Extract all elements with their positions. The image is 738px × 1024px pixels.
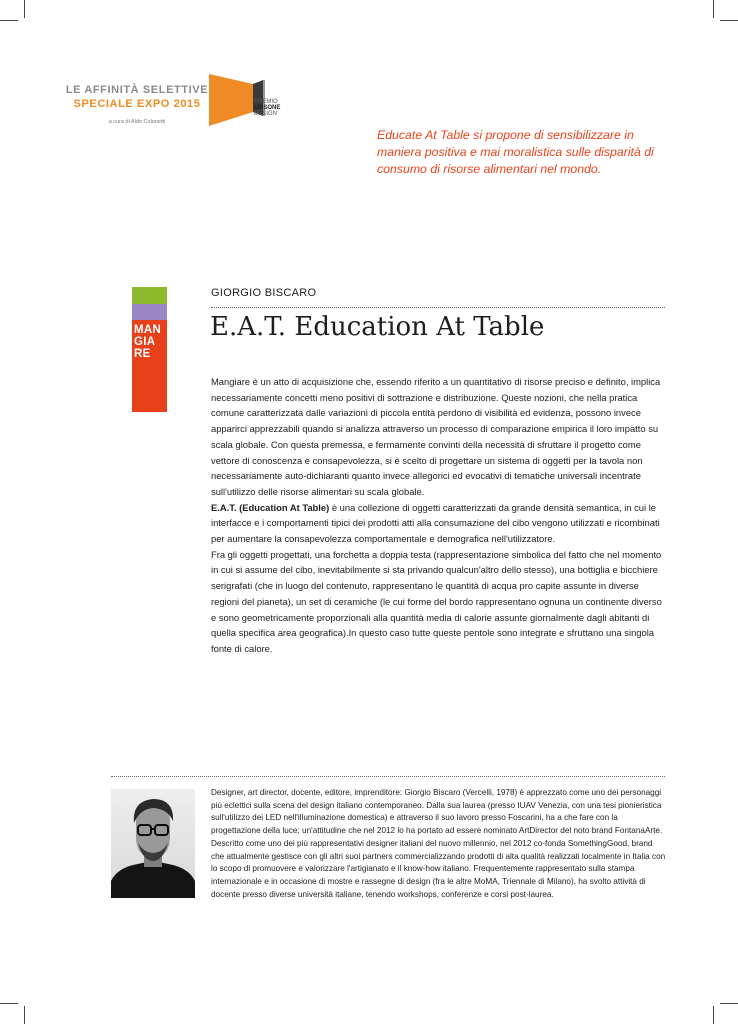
series-header bbox=[62, 84, 212, 125]
crop-mark bbox=[0, 20, 18, 21]
crop-mark bbox=[713, 1006, 714, 1024]
body-paragraph: E.A.T. (Education At Table) è una collezione di oggetti caratterizzati da grande densità semantica, in cui le interfacce e i comportamenti tipici dei prodotti atti alla consumazione del cibo vengono utilizzati e ricombinati per aumentare la consapevolezza comportamentale e demografica nell'utilizzatore. bbox=[211, 501, 660, 545]
author-portrait bbox=[111, 789, 195, 898]
project-description bbox=[211, 374, 667, 657]
project-name-bold: E.A.T. (Education At Table) bbox=[211, 501, 330, 513]
category-color-purple bbox=[132, 304, 167, 320]
author-name: GIORGIO BISCARO bbox=[211, 287, 317, 299]
dotted-divider bbox=[111, 776, 665, 777]
category-label: MAN GIA RE bbox=[134, 324, 162, 360]
category-color-green bbox=[132, 287, 167, 304]
series-title: LE AFFINITÀ SELETTIVE bbox=[65, 84, 209, 96]
crop-mark bbox=[0, 1003, 18, 1004]
curator-credit: a cura di Aldo Colonetti bbox=[108, 119, 166, 125]
dotted-divider bbox=[211, 307, 665, 308]
page-title: E.A.T. Education At Table bbox=[210, 312, 545, 342]
intro-statement: Educate At Table si propone di sensibilizzare in maniera positiva e mai moralistica sulle disparità di consumo di risorse alimentari nel mondo. bbox=[377, 128, 654, 176]
author-bio: Designer, art director, docente, editore, imprenditore: Giorgio Biscaro (Vercelli, 1978) è apprezzato come uno dei personaggi più eclettici sulla scena del design italiano contemporaneo. Dalla sua laurea (presso IUAV Venezia, con una tesi pionieristica sull'utilizzo dei LED nell'illuminazione domestica) e attraverso il suo lavoro presso Foscarini, ha a che fare con la progettazione della luce; un'attitudine che nel 2012 lo ha portato ad essere nominato ArtDirector del noto brand FontanaArte. Descritto come uno dei più rappresentativi designer italiani del nuovo millennio, nel 2012 co-fonda SomethingGood, brand che attualmente gestisce con gli altri suoi partners commercializzando prodotti di alta qualità realizzati localmente in Italia con lo scopo di promuovere e valorizzare l'artigianato e il know-how italiano. Frequentemente rappresentato sulla stampa internazionale e in occasione di mostre e rassegne di design (fra le altre MoMA, Triennale di Milano), ha svolto attività di docente presso diverse università italiane, tenendo workshops, conferenze e corsi post-laurea. bbox=[211, 788, 666, 899]
crop-mark bbox=[720, 1003, 738, 1004]
body-paragraph: Fra gli oggetti progettati, una forchetta a doppia testa (rappresentazione simbolica del fatto che nel momento in cui si assume del cibo, inevitabilmente si sta privando qualcun'altro dello stesso), una bottiglia e bicchiere serigrafati (che in luogo del contenuto, rappresentano le quantità di acqua pro capite assunte in diverse regioni del pianeta), un set di ceramiche (le cui forme del bordo rappresentano ognuna un continente diverso e sono geometricamente proporzionali alla quantità media di calorie assunte giornalmente dagli abitanti di quella specifica area geografica).In questo caso tutte queste pentole sono integrate e sfruttano una singola fonte di calore. bbox=[211, 548, 662, 654]
body-paragraph: Mangiare è un atto di acquisizione che, essendo riferito a un quantitativo di risorse preciso e definito, implica necessariamente concetti meno positivi di sottrazione e distribuzione. Queste nozioni, che nella pratica comune caratterizzata dalle variazioni di piccola entità perdono di visibilità ed evidenza, possono invece apparirci apprezzabili quando si analizza attraverso un processo di comparazione empirica il loro impatto su scala globale. Con questa premessa, e fermamente convinti della necessità di sfruttare il progetto come vettore di conoscenza e consapevolezza, si è scelto di progettare un sistema di oggetti per la tavola non necessariamente auto-dichiaranti quanto invece allegorici ed evocativi di tematiche universali incentrate sull'utilizzo delle risorse alimentari su scala globale. bbox=[211, 376, 661, 497]
crop-mark bbox=[24, 0, 25, 18]
logo-wordmark: PREMIO LISSONE DESIGN bbox=[254, 99, 281, 117]
crop-mark bbox=[713, 0, 714, 18]
series-subtitle: SPECIALE EXPO 2015 bbox=[73, 98, 201, 110]
crop-mark bbox=[720, 20, 738, 21]
crop-mark bbox=[24, 1006, 25, 1024]
